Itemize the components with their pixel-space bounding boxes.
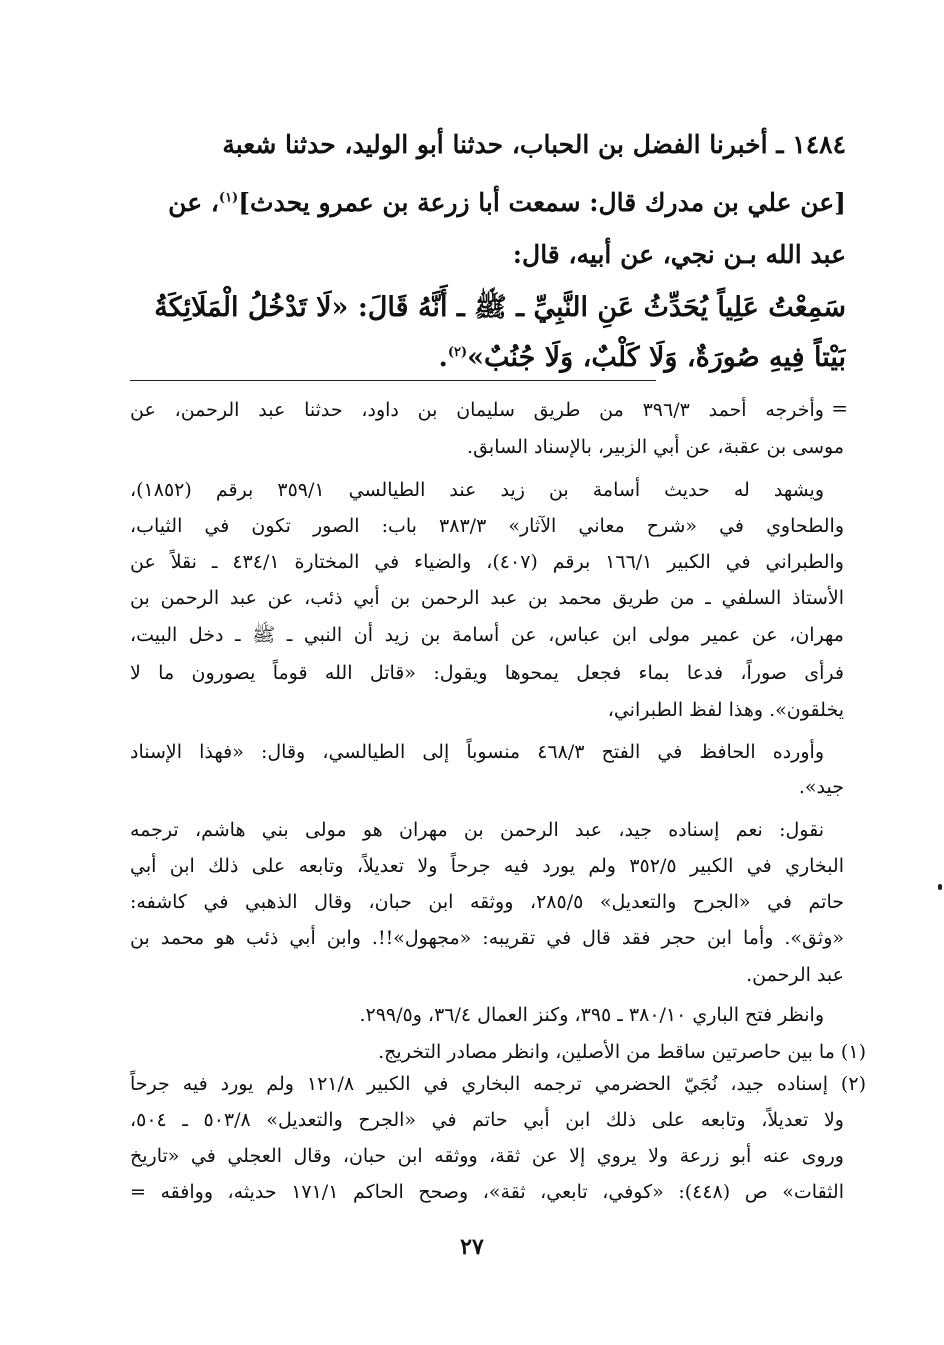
takhrij-line: وانظر فتح الباري ٣٨٠/١٠ ـ ٣٩٥، وكنز العمال ٣٦/٤، و٢٩٩/٥.	[359, 1004, 824, 1026]
takhrij-line: والطبراني في الكبير ١٦٦/١ برقم (٤٠٧)، والضياء في المختارة ٤٣٤/١ ـ نقلاً عن	[130, 551, 844, 573]
takhrij-line: والطحاوي في «شرح معاني الآثار» ٣٨٣/٣ باب: الصور تكون في الثياب،	[130, 515, 844, 537]
continuation-mark: =	[831, 396, 848, 420]
takhrij-line: وأخرجه أحمد ٣٩٦/٣ من طريق سليمان بن داود، حدثنا عبد الرحمن، عن	[130, 399, 824, 421]
takhrij-line: مهران، عن عمير مولى ابن عباس، عن أسامة بن زيد أن النبي ـ ﷺ ـ دخل البيت،	[130, 624, 844, 646]
hadith-matn-line-text: سَمِعْتُ عَلِياً يُحَدِّثُ عَنِ النَّبِيِّ ـ ﷺ ـ أَنَّهُ قَالَ: «لَا تَدْخُلُ الْمَلَائِكَةُ	[154, 292, 846, 323]
hadith-matn-line	[330, 332, 846, 384]
takhrij-line: حاتم في «الجرح والتعديل» ٢٨٥/٥، ووثقه ابن حبان، وقال الذهبي في كاشفه:	[130, 891, 844, 913]
takhrij-line: فرأى صوراً، فدعا بماء فجعل يمحوها ويقول: «قاتل الله قوماً يصورون ما لا	[130, 662, 844, 684]
scan-speck	[938, 884, 942, 890]
footnote-separator	[130, 380, 656, 381]
hadith-isnad-line-text: عبد الله بـن نجي، عن أبيه، قال:	[512, 240, 846, 269]
footnote-1: (١) ما بين حاصرتين ساقط من الأصلين، وانظر مصادر التخريج.	[378, 1041, 866, 1063]
hadith-isnad-line-tail: ، عن	[168, 188, 219, 217]
takhrij-line: موسى بن عقبة، عن أبي الزبير، بالإسناد السابق.	[467, 436, 844, 458]
takhrij-line: ويشهد له حديث أسامة بن زيد عند الطيالسي ٣٥٩/١ برقم (١٨٥٢)،	[130, 479, 824, 501]
footnote-2-line: (٢) إسناده جيد، نُجَيّ الحضرمي ترجمه البخاري في الكبير ١٢١/٨ ولم يورد فيه جرحاً	[130, 1073, 866, 1095]
hadith-isnad-line-text: [عن علي بن مدرك قال: سمعت أبا زرعة بن عمرو يحدث]	[238, 188, 846, 217]
hadith-isnad-line-text: ١٤٨٤ ـ أخبرنا الفضل بن الحباب، حدثنا أبو الوليد، حدثنا شعبة	[222, 130, 846, 159]
footnote-marker-2: (٢)	[447, 345, 468, 360]
takhrij-line: وأورده الحافظ في الفتح ٤٦٨/٣ منسوباً إلى الطيالسي، وقال: «فهذا الإسناد	[130, 741, 824, 763]
takhrij-line: الأستاذ السلفي ـ من طريق محمد بن عبد الرحمن بن أبي ذئب، عن عبد الرحمن بن	[130, 587, 844, 609]
page-number: ٢٧	[460, 1234, 484, 1260]
hadith-isnad-line	[128, 122, 846, 168]
takhrij-line: يخلقون». وهذا لفظ الطبراني،	[607, 699, 844, 721]
hadith-isnad-line	[300, 232, 846, 278]
hadith-isnad-line	[128, 180, 846, 226]
footnote-marker-1: (١)	[218, 190, 239, 206]
takhrij-line: عبد الرحمن.	[746, 964, 844, 986]
takhrij-line: «وثق». وأما ابن حجر فقد قال في تقريبه: «مجهول»!!. وابن أبي ذئب هو محمد بن	[130, 927, 844, 949]
hadith-matn-end: .	[438, 342, 448, 373]
takhrij-line: البخاري في الكبير ٣٥٢/٥ ولم يورد فيه جرحاً ولا تعديلاً، وتابعه على ذلك ابن أبي	[130, 855, 844, 877]
hadith-matn-line-text: بَيْتاً فِيهِ صُورَةٌ، وَلَا كَلْبٌ، وَلَا جُنُبٌ»	[467, 342, 846, 373]
hadith-matn-line	[128, 282, 846, 334]
footnote-2-line: وروى عنه أبو زرعة ولا يروي إلا عن ثقة، ووثقه ابن حبان، وقال العجلي في «تاريخ	[130, 1145, 844, 1167]
footnote-2-line: ولا تعديلاً، وتابعه على ذلك ابن أبي حاتم في «الجرح والتعديل» ٥٠٣/٨ ـ ٥٠٤،	[130, 1109, 844, 1131]
takhrij-line: نقول: نعم إسناده جيد، عبد الرحمن بن مهران هو مولى بني هاشم، ترجمه	[130, 819, 824, 841]
footnote-2-line: الثقات» ص (٤٤٨): «كوفي، تابعي، ثقة»، وصحح الحاكم ١٧١/١ حديثه، ووافقه =	[130, 1181, 844, 1203]
takhrij-line: جيد».	[798, 776, 844, 798]
